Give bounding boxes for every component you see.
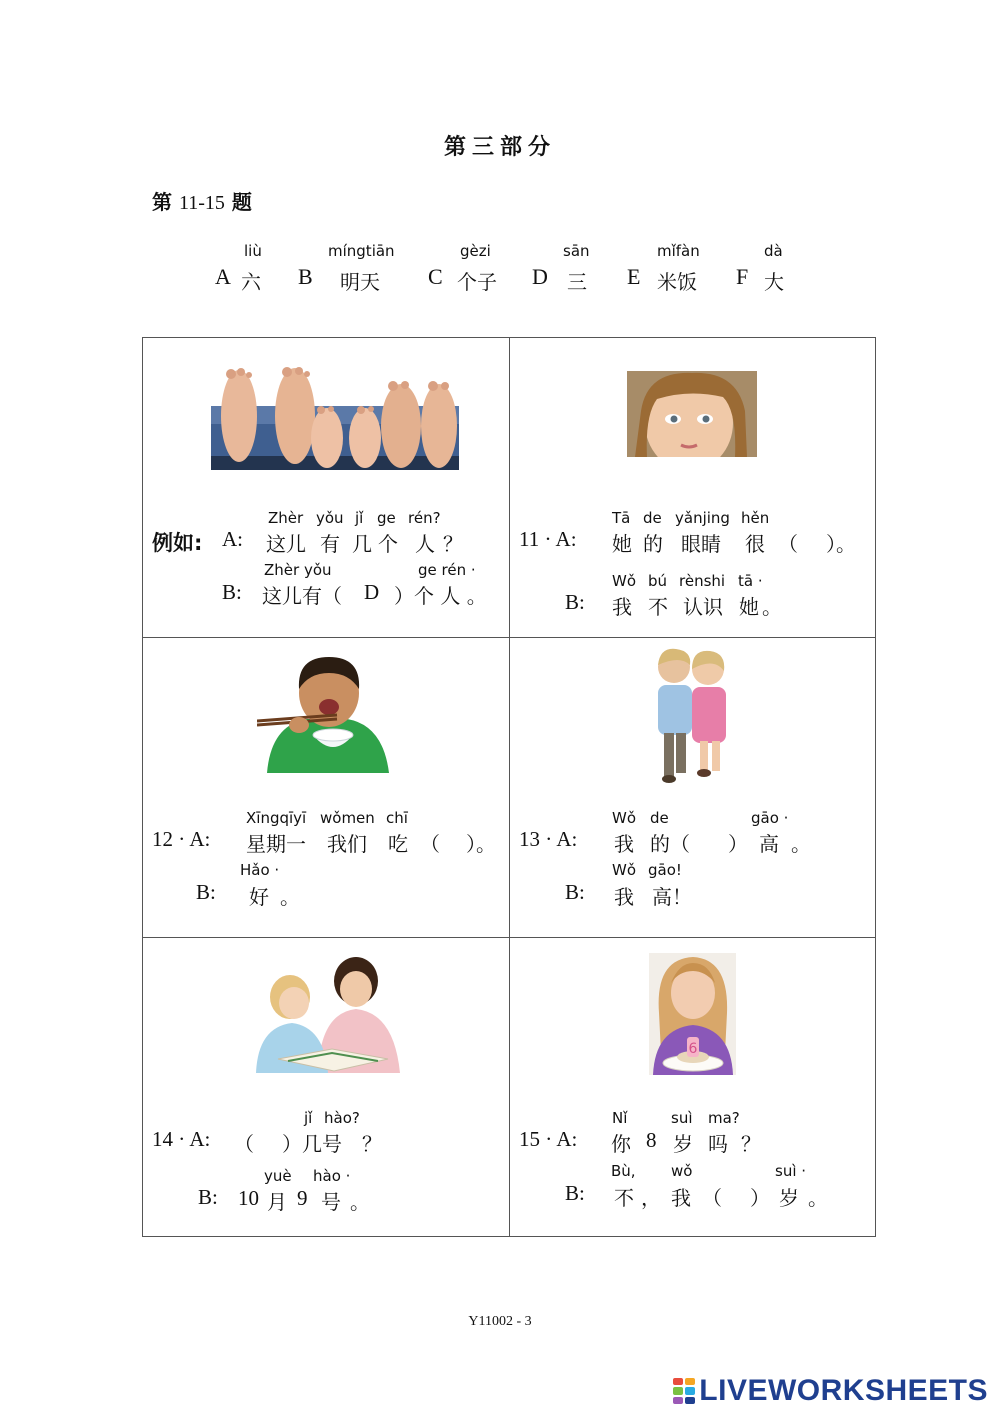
pinyin: Nǐ [612, 1109, 628, 1127]
answer-blank-close: ） [750, 1186, 770, 1210]
text: 吃 [388, 832, 408, 856]
text: ）几 [282, 1132, 322, 1156]
grid-divider [142, 937, 876, 938]
subtitle-suffix: 题 [231, 190, 252, 214]
pinyin: Zhèr yǒu [264, 561, 332, 579]
text: 。 [350, 1190, 370, 1214]
two-children-photo [654, 647, 732, 787]
answer-blank-open: （ [420, 832, 440, 856]
text: 8 [646, 1128, 657, 1152]
b-label: B: [565, 880, 585, 904]
text: ？ [443, 532, 463, 556]
text: 9 [297, 1186, 308, 1210]
text: 她 [612, 532, 632, 556]
text: 岁 [673, 1132, 693, 1156]
pinyin: ma? [708, 1109, 740, 1127]
option-word: 大 [764, 270, 784, 294]
option-letter: D [532, 264, 548, 289]
example-b-label: B: [222, 580, 242, 604]
section-subtitle [152, 186, 252, 215]
text: 这儿有（ [262, 584, 342, 608]
text: 好 [249, 885, 269, 909]
grid-divider [509, 337, 510, 1237]
pinyin: jǐ [355, 509, 364, 527]
pinyin: Wǒ [612, 809, 637, 827]
b-label: B: [565, 590, 585, 614]
question-label: 12 · A: [152, 827, 211, 851]
pinyin: rènshi [679, 572, 726, 590]
subtitle-range: 11-15 [178, 192, 225, 214]
text: 这儿 [266, 532, 306, 556]
mother-child-reading-photo [248, 953, 402, 1073]
boy-eating-photo [257, 655, 393, 773]
text: 她 [739, 595, 759, 619]
pinyin: ge rén · [418, 561, 476, 579]
option-letter: A [215, 264, 231, 289]
pinyin: Wǒ [612, 861, 637, 879]
text: ， [641, 1186, 661, 1210]
pinyin: Hǎo · [240, 861, 280, 879]
brand-name: LIVEWORKSHEETS [699, 1374, 988, 1407]
b-label: B: [198, 1185, 218, 1209]
pinyin: chī [386, 809, 408, 827]
text: 高！ [652, 885, 692, 909]
option-word: 六 [241, 270, 261, 294]
pinyin: suì [671, 1109, 693, 1127]
text: 月 [267, 1190, 287, 1214]
text: ？ [741, 1132, 761, 1156]
pinyin: yǎnjing [675, 509, 730, 527]
answer-blank-close: ）。 [466, 832, 496, 856]
text: 眼睛 [681, 532, 721, 556]
answer-blank-open: （ [234, 1132, 254, 1156]
text: 不 [648, 595, 668, 619]
text: 人 [415, 532, 435, 556]
pinyin: gāo · [751, 809, 789, 827]
pinyin: gāo! [648, 861, 682, 879]
text: 的 [643, 532, 663, 556]
option-letter: B [298, 264, 313, 289]
option-letter: E [627, 264, 641, 289]
text: 我 [614, 832, 634, 856]
option-letter: F [736, 264, 749, 289]
text: 认识 [683, 595, 723, 619]
pinyin: Tā [612, 509, 631, 527]
text: 我 [612, 595, 632, 619]
b-label: B: [565, 1181, 585, 1205]
answer-letter: D [364, 580, 380, 604]
liveworksheets-brand[interactable] [673, 1374, 988, 1408]
pinyin: Wǒ [612, 572, 637, 590]
pinyin: de [643, 509, 662, 527]
girl-face-photo [627, 371, 757, 457]
pinyin: yǒu [316, 509, 344, 527]
pinyin: wǒ [671, 1162, 693, 1180]
pinyin: Bù, [611, 1162, 636, 1180]
text: 我 [614, 885, 634, 909]
liveworksheets-logo-icon [673, 1378, 695, 1404]
question-label: 13 · A: [519, 827, 578, 851]
answer-blank-open: （ [778, 532, 798, 556]
text: 号 [321, 1190, 341, 1214]
text: 。 [762, 595, 782, 619]
question-label: 11 · A: [519, 527, 577, 551]
pinyin: rén? [408, 509, 441, 527]
pinyin: de [650, 809, 669, 827]
grid-divider [142, 637, 876, 638]
option-word: 米饭 [657, 270, 697, 294]
text: 。 [808, 1186, 828, 1210]
girl-with-cake-photo [649, 953, 736, 1075]
answer-blank-close: ）。 [826, 532, 856, 556]
option-word: 个子 [457, 270, 497, 294]
example-label: 例如: [152, 531, 203, 555]
option-pinyin: gèzi [460, 242, 491, 260]
feet-photo [211, 366, 459, 470]
text: 几 [352, 532, 372, 556]
pinyin: bú [648, 572, 668, 590]
pinyin: yuè [264, 1167, 292, 1185]
text: 号 [322, 1132, 342, 1156]
pinyin: Zhèr [268, 509, 304, 527]
text: 10 [238, 1186, 259, 1210]
text: 的（ [650, 832, 690, 856]
text: 吗 [708, 1132, 728, 1156]
option-letter: C [428, 264, 443, 289]
text: 很 [745, 532, 765, 556]
pinyin: ge [377, 509, 396, 527]
text: 我 [671, 1186, 691, 1210]
option-pinyin: dà [764, 242, 783, 260]
pinyin: wǒmen [320, 809, 375, 827]
text: 。 [280, 885, 300, 909]
pinyin: jǐ [304, 1109, 313, 1127]
option-pinyin: míngtiān [328, 242, 395, 260]
pinyin: hào? [324, 1109, 360, 1127]
text: 个 [378, 532, 398, 556]
example-a-label: A: [222, 527, 243, 551]
option-word: 明天 [340, 270, 380, 294]
b-label: B: [196, 880, 216, 904]
question-label: 14 · A: [152, 1127, 211, 1151]
page-number: Y11002 - 3 [468, 1314, 532, 1329]
text: 。 [791, 832, 811, 856]
pinyin: tā · [738, 572, 763, 590]
pinyin: hào · [313, 1167, 351, 1185]
subtitle-prefix: 第 [152, 190, 172, 214]
answer-blank-open: （ [702, 1186, 722, 1210]
question-label: 15 · A: [519, 1127, 578, 1151]
answer-blank-close: ） [728, 832, 748, 856]
option-pinyin: sān [563, 242, 590, 260]
text: ）个 人 。 [394, 584, 487, 608]
pinyin: suì · [775, 1162, 807, 1180]
text: ？ [362, 1132, 382, 1156]
text: 不 [614, 1186, 634, 1210]
text: 星期一 [246, 832, 306, 856]
text: 高 [759, 832, 779, 856]
text: 岁 [779, 1186, 799, 1210]
svg-text:6: 6 [688, 1041, 698, 1057]
text: 有 [320, 532, 340, 556]
pinyin: hěn [741, 509, 770, 527]
pinyin: Xīngqīyī [246, 809, 307, 827]
text: 我们 [327, 832, 367, 856]
text: 你 [611, 1132, 631, 1156]
page-title: 第三部分 [443, 135, 556, 160]
option-pinyin: liù [244, 242, 262, 260]
option-word: 三 [567, 270, 587, 294]
option-pinyin: mǐfàn [657, 242, 700, 260]
